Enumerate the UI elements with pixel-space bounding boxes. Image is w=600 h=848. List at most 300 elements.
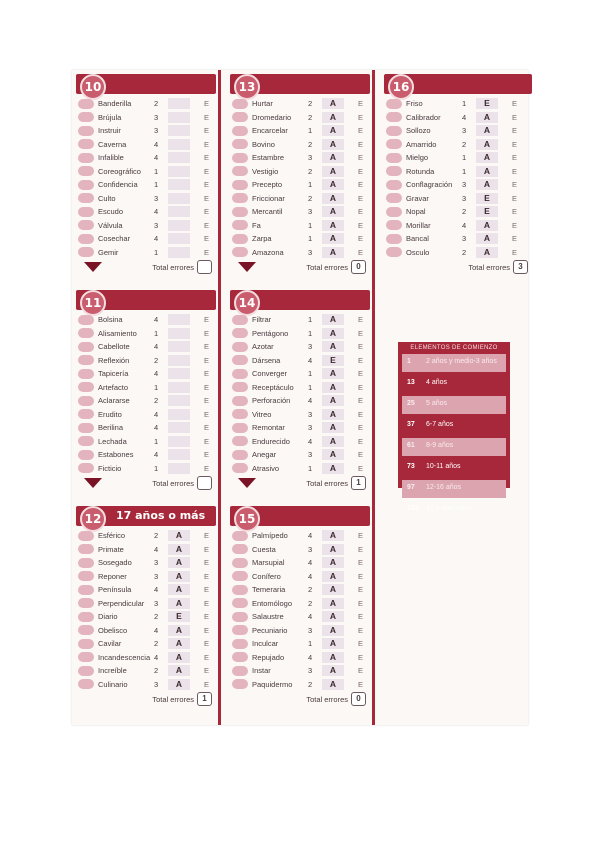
down-arrow-icon bbox=[84, 478, 102, 488]
item-number bbox=[232, 234, 248, 244]
item-number bbox=[78, 126, 94, 136]
item-error-mark: E bbox=[358, 612, 364, 621]
item-correct-choice: 4 bbox=[154, 315, 159, 324]
legend-item-code: 97 bbox=[407, 484, 415, 491]
item-word: Bovino bbox=[252, 139, 275, 149]
item-answer bbox=[168, 314, 190, 325]
item-number bbox=[386, 153, 402, 163]
item-number bbox=[78, 153, 94, 163]
column-divider bbox=[372, 70, 375, 725]
item-word: Estambre bbox=[252, 153, 285, 162]
item-word: Infalible bbox=[98, 153, 124, 162]
item-word: Osculo bbox=[406, 247, 430, 257]
item-answer: A bbox=[322, 166, 344, 177]
item-word: Reflexión bbox=[98, 355, 130, 365]
item-word: Azotar bbox=[252, 342, 274, 351]
item-correct-choice: 1 bbox=[308, 328, 313, 338]
item-correct-choice: 4 bbox=[308, 436, 313, 446]
item-word: Pentágono bbox=[252, 328, 289, 338]
total-errors-box[interactable] bbox=[197, 476, 212, 490]
item-correct-choice: 4 bbox=[308, 355, 313, 365]
item-error-mark: E bbox=[358, 369, 364, 378]
item-error-mark: E bbox=[358, 598, 364, 608]
item-error-mark: E bbox=[358, 207, 364, 216]
item-word: Conflagración bbox=[406, 180, 453, 189]
item-answer: E bbox=[322, 355, 344, 366]
item-error-mark: E bbox=[204, 652, 210, 662]
item-correct-choice: 2 bbox=[308, 99, 313, 108]
item-correct-choice: 1 bbox=[154, 382, 159, 392]
item-row bbox=[76, 178, 216, 192]
item-row bbox=[230, 97, 370, 111]
item-word: Cavilar bbox=[98, 639, 122, 648]
item-answer bbox=[168, 449, 190, 460]
item-number bbox=[232, 436, 248, 446]
item-error-mark: E bbox=[204, 126, 210, 135]
item-word: Brújula bbox=[98, 112, 122, 122]
item-word: Península bbox=[98, 585, 132, 594]
item-answer bbox=[168, 179, 190, 190]
item-answer bbox=[168, 206, 190, 217]
item-number bbox=[386, 247, 402, 257]
section-header bbox=[230, 506, 370, 526]
item-error-mark: E bbox=[358, 463, 364, 473]
item-correct-choice: 1 bbox=[308, 639, 313, 648]
item-row bbox=[76, 543, 216, 557]
legend-item-code: 1 bbox=[407, 358, 411, 365]
item-answer bbox=[168, 341, 190, 352]
item-list bbox=[230, 313, 370, 475]
item-word: Culto bbox=[98, 193, 116, 203]
item-number bbox=[232, 328, 248, 338]
item-correct-choice: 4 bbox=[154, 369, 159, 378]
total-errors-label: Total errores bbox=[152, 695, 194, 704]
item-row bbox=[76, 367, 216, 381]
legend-row bbox=[402, 417, 506, 435]
item-error-mark: E bbox=[204, 112, 210, 122]
item-correct-choice: 1 bbox=[154, 328, 159, 338]
item-answer: A bbox=[322, 193, 344, 204]
item-error-mark: E bbox=[358, 382, 364, 392]
item-answer: A bbox=[168, 571, 190, 582]
total-errors-box[interactable]: 3 bbox=[513, 260, 528, 274]
item-row bbox=[230, 205, 370, 219]
item-error-mark: E bbox=[512, 247, 518, 257]
item-word: Mercantil bbox=[252, 207, 283, 216]
item-answer bbox=[168, 247, 190, 258]
item-number bbox=[232, 247, 248, 257]
item-number bbox=[232, 585, 248, 595]
item-number bbox=[232, 666, 248, 676]
item-correct-choice: 1 bbox=[154, 166, 159, 176]
item-word: Rotunda bbox=[406, 166, 435, 176]
total-errors-box[interactable]: 1 bbox=[351, 476, 366, 490]
item-row bbox=[76, 651, 216, 665]
start-elements-legend bbox=[398, 342, 510, 512]
total-errors-label: Total errores bbox=[306, 263, 348, 272]
item-answer: A bbox=[322, 382, 344, 393]
item-row bbox=[76, 637, 216, 651]
item-row bbox=[76, 556, 216, 570]
item-correct-choice: 2 bbox=[154, 639, 159, 648]
item-word: Amarrido bbox=[406, 139, 437, 149]
item-number bbox=[78, 409, 94, 419]
total-errors-box[interactable]: 0 bbox=[351, 692, 366, 706]
item-row bbox=[384, 97, 532, 111]
item-answer: E bbox=[476, 193, 498, 204]
item-word: Vitreo bbox=[252, 409, 272, 419]
item-answer: A bbox=[322, 557, 344, 568]
item-answer: A bbox=[322, 463, 344, 474]
item-row bbox=[230, 313, 370, 327]
section-number-badge: 10 bbox=[80, 74, 106, 100]
section-13 bbox=[230, 74, 370, 275]
item-row bbox=[230, 408, 370, 422]
item-row bbox=[76, 327, 216, 341]
item-correct-choice: 4 bbox=[308, 612, 313, 621]
item-word: Esférico bbox=[98, 531, 126, 540]
item-row bbox=[76, 394, 216, 408]
item-correct-choice: 4 bbox=[308, 571, 313, 581]
total-errors-box[interactable]: 0 bbox=[351, 260, 366, 274]
item-number bbox=[78, 315, 94, 325]
item-row bbox=[76, 111, 216, 125]
item-correct-choice: 2 bbox=[462, 139, 467, 149]
item-word: Anegar bbox=[252, 450, 277, 459]
item-number bbox=[78, 558, 94, 568]
item-word: Válvula bbox=[98, 220, 123, 230]
total-errors-box[interactable]: 1 bbox=[197, 692, 212, 706]
item-answer: A bbox=[168, 557, 190, 568]
item-row bbox=[230, 543, 370, 557]
down-arrow-icon bbox=[84, 262, 102, 272]
item-answer bbox=[168, 233, 190, 244]
item-word: Instar bbox=[252, 666, 271, 675]
down-arrow-icon bbox=[238, 262, 256, 272]
total-errors-label: Total errores bbox=[468, 263, 510, 272]
item-number bbox=[386, 180, 402, 190]
item-answer: A bbox=[168, 544, 190, 555]
item-error-mark: E bbox=[358, 139, 364, 149]
item-correct-choice: 2 bbox=[308, 598, 313, 608]
item-correct-choice: 4 bbox=[308, 652, 313, 662]
item-correct-choice: 1 bbox=[308, 315, 313, 324]
item-number bbox=[232, 639, 248, 649]
item-row bbox=[384, 138, 532, 152]
item-correct-choice: 1 bbox=[308, 369, 313, 378]
item-number bbox=[386, 139, 402, 149]
item-error-mark: E bbox=[358, 355, 364, 365]
item-row bbox=[76, 340, 216, 354]
item-correct-choice: 4 bbox=[462, 220, 467, 230]
item-row bbox=[76, 570, 216, 584]
item-word: Conífero bbox=[252, 571, 281, 581]
item-error-mark: E bbox=[204, 315, 210, 324]
item-error-mark: E bbox=[512, 180, 518, 189]
item-word: Converger bbox=[252, 369, 288, 378]
item-number bbox=[232, 463, 248, 473]
item-number bbox=[232, 342, 248, 352]
item-row bbox=[384, 246, 532, 260]
item-answer: A bbox=[476, 247, 498, 258]
item-answer: A bbox=[322, 679, 344, 690]
item-row bbox=[76, 597, 216, 611]
item-error-mark: E bbox=[204, 247, 210, 257]
item-word: Hurtar bbox=[252, 99, 273, 108]
item-correct-choice: 4 bbox=[154, 234, 159, 243]
legend-age-range: 6-7 años bbox=[426, 421, 454, 428]
item-row bbox=[230, 462, 370, 476]
item-number bbox=[232, 369, 248, 379]
item-correct-choice: 3 bbox=[308, 342, 313, 351]
item-row bbox=[76, 624, 216, 638]
item-answer bbox=[168, 112, 190, 123]
item-answer: A bbox=[322, 328, 344, 339]
item-number bbox=[78, 679, 94, 689]
item-correct-choice: 4 bbox=[154, 625, 159, 635]
item-number bbox=[78, 463, 94, 473]
item-answer bbox=[168, 328, 190, 339]
item-row bbox=[76, 448, 216, 462]
item-row bbox=[76, 246, 216, 260]
item-number bbox=[78, 423, 94, 433]
item-answer: A bbox=[322, 625, 344, 636]
item-number bbox=[386, 220, 402, 230]
item-answer: A bbox=[322, 409, 344, 420]
item-correct-choice: 1 bbox=[308, 180, 313, 189]
item-error-mark: E bbox=[358, 99, 364, 108]
item-error-mark: E bbox=[204, 544, 210, 554]
item-answer bbox=[168, 409, 190, 420]
item-answer: A bbox=[476, 166, 498, 177]
item-row bbox=[76, 313, 216, 327]
item-correct-choice: 3 bbox=[154, 571, 159, 581]
item-answer: A bbox=[322, 530, 344, 541]
item-answer bbox=[168, 125, 190, 136]
item-list bbox=[76, 313, 216, 475]
total-errors bbox=[230, 691, 370, 707]
item-answer: A bbox=[168, 652, 190, 663]
item-error-mark: E bbox=[358, 112, 364, 122]
item-number bbox=[232, 544, 248, 554]
item-word: Marsupial bbox=[252, 558, 285, 567]
item-row bbox=[230, 610, 370, 624]
item-row bbox=[384, 192, 532, 206]
item-word: Repujado bbox=[252, 652, 285, 662]
item-number bbox=[78, 396, 94, 406]
item-number bbox=[78, 180, 94, 190]
item-word: Artefacto bbox=[98, 382, 129, 392]
item-number bbox=[232, 126, 248, 136]
item-error-mark: E bbox=[204, 531, 210, 540]
item-answer: A bbox=[322, 665, 344, 676]
item-number bbox=[78, 247, 94, 257]
item-answer: A bbox=[322, 368, 344, 379]
item-word: Sollozo bbox=[406, 126, 431, 135]
item-error-mark: E bbox=[204, 666, 210, 675]
item-correct-choice: 3 bbox=[154, 126, 159, 135]
item-correct-choice: 4 bbox=[154, 139, 159, 149]
item-error-mark: E bbox=[512, 193, 518, 203]
item-row bbox=[230, 597, 370, 611]
item-number bbox=[232, 112, 248, 122]
item-answer: A bbox=[476, 233, 498, 244]
section-number-badge: 16 bbox=[388, 74, 414, 100]
item-answer bbox=[168, 193, 190, 204]
item-number bbox=[232, 679, 248, 689]
item-row bbox=[76, 583, 216, 597]
item-row bbox=[230, 637, 370, 651]
item-list bbox=[76, 97, 216, 259]
item-number bbox=[232, 652, 248, 662]
item-error-mark: E bbox=[358, 450, 364, 459]
item-error-mark: E bbox=[204, 234, 210, 243]
item-error-mark: E bbox=[358, 247, 364, 257]
item-number bbox=[232, 166, 248, 176]
item-error-mark: E bbox=[512, 99, 518, 108]
item-row bbox=[384, 151, 532, 165]
item-number bbox=[78, 382, 94, 392]
item-word: Perpendicular bbox=[98, 598, 145, 608]
legend-row bbox=[402, 459, 506, 477]
item-error-mark: E bbox=[358, 544, 364, 554]
item-word: Caverna bbox=[98, 139, 127, 149]
item-error-mark: E bbox=[358, 558, 364, 567]
total-errors-label: Total errores bbox=[152, 263, 194, 272]
legend-item-code: 37 bbox=[407, 421, 415, 428]
item-number bbox=[232, 99, 248, 109]
item-number bbox=[78, 234, 94, 244]
item-correct-choice: 1 bbox=[308, 234, 313, 243]
item-answer: A bbox=[322, 638, 344, 649]
item-answer: E bbox=[476, 206, 498, 217]
item-correct-choice: 3 bbox=[154, 193, 159, 203]
item-number bbox=[78, 99, 94, 109]
item-correct-choice: 1 bbox=[154, 247, 159, 257]
item-error-mark: E bbox=[358, 571, 364, 581]
item-correct-choice: 3 bbox=[308, 423, 313, 432]
item-word: Pecuniario bbox=[252, 625, 288, 635]
item-correct-choice: 4 bbox=[154, 423, 159, 432]
legend-item-code: 13 bbox=[407, 379, 415, 386]
item-error-mark: E bbox=[204, 625, 210, 635]
item-word: Coreográfico bbox=[98, 166, 141, 176]
legend-age-range: 4 años bbox=[426, 379, 448, 386]
item-word: Encarcelar bbox=[252, 126, 288, 135]
item-word: Estabones bbox=[98, 450, 134, 459]
item-error-mark: E bbox=[512, 207, 518, 216]
item-row bbox=[76, 664, 216, 678]
item-answer: A bbox=[322, 544, 344, 555]
item-error-mark: E bbox=[358, 531, 364, 540]
item-correct-choice: 1 bbox=[462, 153, 467, 162]
section-number-badge: 12 bbox=[80, 506, 106, 532]
item-correct-choice: 1 bbox=[308, 126, 313, 135]
section-number-badge: 14 bbox=[234, 290, 260, 316]
item-answer: E bbox=[168, 611, 190, 622]
total-errors bbox=[230, 475, 370, 491]
item-number bbox=[386, 207, 402, 217]
item-answer: A bbox=[168, 625, 190, 636]
section-number-badge: 13 bbox=[234, 74, 260, 100]
item-correct-choice: 4 bbox=[154, 544, 159, 554]
item-word: Perforación bbox=[252, 396, 291, 405]
legend-age-range: 10-11 años bbox=[426, 463, 461, 470]
item-correct-choice: 3 bbox=[154, 220, 159, 230]
item-word: Fa bbox=[252, 220, 261, 230]
item-word: Paquidermo bbox=[252, 679, 293, 689]
legend-age-range: 17 o más años bbox=[426, 505, 472, 512]
item-word: Endurecido bbox=[252, 436, 290, 446]
item-number bbox=[232, 423, 248, 433]
item-row bbox=[230, 192, 370, 206]
item-correct-choice: 3 bbox=[308, 409, 313, 419]
item-row bbox=[230, 151, 370, 165]
item-row bbox=[230, 421, 370, 435]
item-correct-choice: 2 bbox=[154, 612, 159, 621]
item-number bbox=[386, 193, 402, 203]
item-word: Atrasivo bbox=[252, 463, 280, 473]
item-row bbox=[230, 435, 370, 449]
item-error-mark: E bbox=[358, 153, 364, 162]
legend-rows bbox=[398, 354, 510, 519]
total-errors-box[interactable] bbox=[197, 260, 212, 274]
item-error-mark: E bbox=[358, 126, 364, 135]
item-error-mark: E bbox=[204, 193, 210, 203]
item-number bbox=[386, 112, 402, 122]
item-error-mark: E bbox=[358, 396, 364, 405]
item-word: Aclararse bbox=[98, 396, 130, 405]
item-correct-choice: 3 bbox=[462, 193, 467, 203]
item-answer bbox=[168, 382, 190, 393]
item-answer: A bbox=[168, 584, 190, 595]
item-answer: A bbox=[168, 638, 190, 649]
item-number bbox=[232, 220, 248, 230]
item-word: Confidencia bbox=[98, 180, 138, 189]
item-error-mark: E bbox=[358, 423, 364, 432]
item-error-mark: E bbox=[204, 612, 210, 621]
item-error-mark: E bbox=[358, 625, 364, 635]
item-number bbox=[232, 612, 248, 622]
item-number bbox=[232, 193, 248, 203]
item-row bbox=[230, 354, 370, 368]
item-row bbox=[76, 678, 216, 692]
item-word: Inculcar bbox=[252, 639, 279, 648]
item-answer: A bbox=[322, 125, 344, 136]
item-error-mark: E bbox=[358, 436, 364, 446]
item-error-mark: E bbox=[358, 193, 364, 203]
item-number bbox=[78, 436, 94, 446]
item-correct-choice: 4 bbox=[462, 112, 467, 122]
item-number bbox=[386, 166, 402, 176]
item-row bbox=[230, 583, 370, 597]
section-number-badge: 11 bbox=[80, 290, 106, 316]
item-correct-choice: 3 bbox=[308, 450, 313, 459]
section-header bbox=[76, 74, 216, 94]
item-row bbox=[76, 165, 216, 179]
item-row bbox=[384, 232, 532, 246]
item-row bbox=[230, 178, 370, 192]
item-error-mark: E bbox=[512, 166, 518, 176]
item-word: Dromedario bbox=[252, 112, 292, 122]
item-correct-choice: 3 bbox=[308, 666, 313, 675]
item-answer bbox=[168, 98, 190, 109]
item-correct-choice: 4 bbox=[154, 585, 159, 594]
section-14 bbox=[230, 290, 370, 491]
item-error-mark: E bbox=[204, 328, 210, 338]
item-number bbox=[78, 571, 94, 581]
item-correct-choice: 3 bbox=[154, 679, 159, 689]
